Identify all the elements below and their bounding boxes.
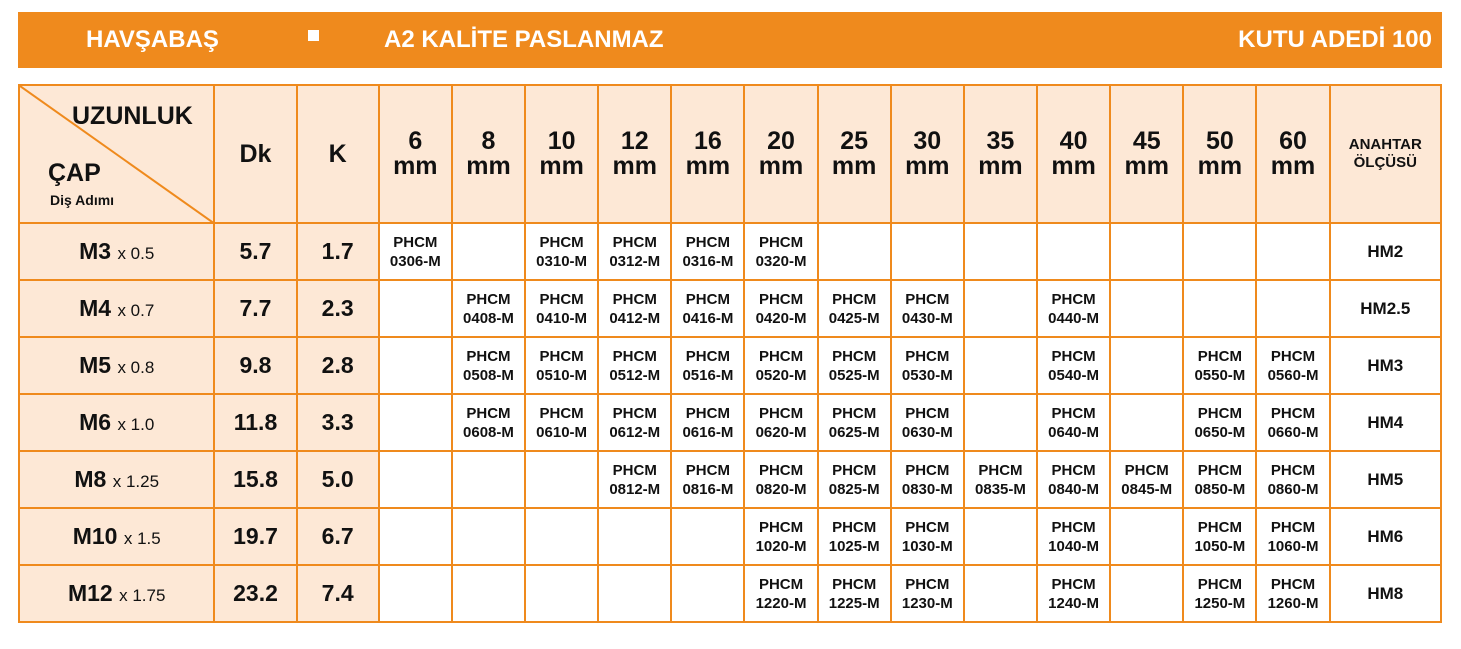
code-prefix: PHCM	[612, 404, 657, 422]
thread-pitch: x 1.5	[123, 529, 161, 548]
header-length: 35 mm	[964, 85, 1037, 223]
size-cell	[19, 223, 214, 280]
product-code-cell	[525, 394, 598, 451]
code-number: 1060-M	[1267, 537, 1319, 555]
product-code-cell	[1183, 223, 1256, 280]
product-code-cell	[379, 280, 452, 337]
table-row	[19, 394, 1441, 451]
product-code-cell	[1110, 451, 1183, 508]
key-size-value: HM8	[1330, 565, 1441, 622]
product-code-cell	[1183, 280, 1256, 337]
code-prefix: PHCM	[685, 233, 730, 251]
product-code-cell	[1037, 280, 1110, 337]
product-code-cell	[1183, 394, 1256, 451]
code-number: 0550-M	[1194, 366, 1246, 384]
product-code-cell	[452, 337, 525, 394]
code-number: 0540-M	[1048, 366, 1100, 384]
header-length: 25 mm	[818, 85, 891, 223]
header-length: 20 mm	[744, 85, 817, 223]
code-number: 0520-M	[755, 366, 807, 384]
code-number: 0825-M	[828, 480, 880, 498]
code-prefix: PHCM	[758, 575, 804, 593]
code-prefix: PHCM	[758, 290, 804, 308]
header-length: 12 mm	[598, 85, 671, 223]
thread-size: M12	[67, 580, 113, 606]
code-prefix: PHCM	[612, 461, 657, 479]
product-code-cell	[598, 565, 671, 622]
code-number: 1220-M	[755, 594, 807, 612]
code-number: 0516-M	[682, 366, 734, 384]
diameter-axis-label: ÇAP	[48, 159, 101, 187]
product-code-cell	[525, 565, 598, 622]
product-code-cell	[452, 280, 525, 337]
product-table	[18, 84, 1442, 623]
product-code-cell	[452, 223, 525, 280]
code-prefix: PHCM	[832, 575, 877, 593]
code-prefix: PHCM	[905, 575, 950, 593]
table-row	[19, 451, 1441, 508]
product-code-cell	[379, 337, 452, 394]
code-number: 1230-M	[901, 594, 953, 612]
product-code-cell	[525, 337, 598, 394]
product-code-cell	[1110, 223, 1183, 280]
code-number: 0512-M	[609, 366, 661, 384]
code-prefix: PHCM	[612, 233, 657, 251]
product-code-cell	[818, 508, 891, 565]
product-code-cell	[964, 451, 1037, 508]
code-number: 0840-M	[1048, 480, 1100, 498]
code-number: 0310-M	[536, 252, 588, 270]
code-prefix: PHCM	[1051, 518, 1096, 536]
thread-pitch: x 1.25	[112, 472, 160, 491]
table-row	[19, 565, 1441, 622]
product-code-cell	[598, 508, 671, 565]
table-row	[19, 223, 1441, 280]
table-row	[19, 508, 1441, 565]
code-prefix: PHCM	[466, 290, 511, 308]
code-prefix: PHCM	[393, 233, 438, 251]
product-code-cell	[525, 223, 598, 280]
product-code-cell	[964, 223, 1037, 280]
code-number: 0560-M	[1267, 366, 1319, 384]
product-code-cell	[964, 337, 1037, 394]
code-prefix: PHCM	[539, 347, 584, 365]
corner-header-cell	[19, 85, 214, 223]
thread-size: M4	[79, 295, 112, 321]
code-number: 0650-M	[1194, 423, 1246, 441]
code-prefix: PHCM	[685, 347, 730, 365]
dk-value: 11.8	[214, 394, 296, 451]
product-code-cell	[379, 223, 452, 280]
thread-pitch: x 1.0	[117, 415, 155, 434]
code-prefix: PHCM	[1197, 575, 1242, 593]
code-number: 0410-M	[536, 309, 588, 327]
code-prefix: PHCM	[1197, 461, 1242, 479]
product-code-cell	[744, 508, 817, 565]
code-number: 1040-M	[1048, 537, 1100, 555]
product-code-cell	[671, 394, 744, 451]
code-prefix: PHCM	[1270, 518, 1316, 536]
product-code-cell	[744, 565, 817, 622]
code-number: 0440-M	[1048, 309, 1100, 327]
product-code-cell	[1256, 394, 1329, 451]
product-code-cell	[1037, 223, 1110, 280]
code-prefix: PHCM	[1197, 518, 1242, 536]
thread-pitch: x 0.8	[117, 358, 155, 377]
product-code-cell	[1183, 451, 1256, 508]
banner-box-quantity: KUTU ADEDİ 100	[1238, 26, 1432, 53]
code-prefix: PHCM	[978, 461, 1023, 479]
code-prefix: PHCM	[1270, 404, 1316, 422]
code-prefix: PHCM	[1051, 404, 1096, 422]
code-prefix: PHCM	[832, 518, 877, 536]
code-number: 0408-M	[463, 309, 514, 327]
product-code-cell	[964, 565, 1037, 622]
code-number: 1050-M	[1194, 537, 1246, 555]
k-value: 2.3	[297, 280, 379, 337]
product-code-cell	[1037, 565, 1110, 622]
code-prefix: PHCM	[832, 461, 877, 479]
code-number: 1030-M	[901, 537, 953, 555]
banner-product-name: HAVŞABAŞ	[86, 26, 219, 53]
code-number: 0412-M	[609, 309, 661, 327]
code-number: 0320-M	[755, 252, 807, 270]
code-prefix: PHCM	[612, 347, 657, 365]
code-number: 0640-M	[1048, 423, 1100, 441]
thread-pitch: x 0.5	[117, 244, 155, 263]
code-number: 1240-M	[1048, 594, 1100, 612]
product-code-cell	[1110, 565, 1183, 622]
product-code-cell	[1037, 451, 1110, 508]
code-prefix: PHCM	[539, 290, 584, 308]
code-number: 1025-M	[828, 537, 880, 555]
size-cell	[19, 508, 214, 565]
code-prefix: PHCM	[758, 518, 804, 536]
product-code-cell	[1256, 280, 1329, 337]
header-length: 60 mm	[1256, 85, 1329, 223]
header-length: 10 mm	[525, 85, 598, 223]
product-code-cell	[452, 394, 525, 451]
product-code-cell	[452, 508, 525, 565]
key-size-value: HM6	[1330, 508, 1441, 565]
code-number: 0508-M	[463, 366, 514, 384]
code-prefix: PHCM	[1270, 461, 1316, 479]
product-code-cell	[964, 394, 1037, 451]
code-number: 0306-M	[389, 252, 441, 270]
product-code-cell	[891, 223, 964, 280]
product-code-cell	[891, 508, 964, 565]
key-size-value: HM2	[1330, 223, 1441, 280]
code-prefix: PHCM	[539, 404, 584, 422]
code-prefix: PHCM	[832, 290, 877, 308]
product-code-cell	[1183, 337, 1256, 394]
code-prefix: PHCM	[905, 404, 950, 422]
code-number: 0510-M	[536, 366, 588, 384]
code-prefix: PHCM	[758, 347, 804, 365]
header-k: K	[297, 85, 379, 223]
product-code-cell	[379, 508, 452, 565]
header-dk: Dk	[214, 85, 296, 223]
code-number: 0420-M	[755, 309, 807, 327]
code-prefix: PHCM	[905, 347, 950, 365]
product-code-cell	[891, 451, 964, 508]
key-size-value: HM4	[1330, 394, 1441, 451]
code-number: 0812-M	[609, 480, 661, 498]
product-code-cell	[598, 337, 671, 394]
product-code-cell	[1037, 394, 1110, 451]
banner-material: A2 KALİTE PASLANMAZ	[384, 26, 664, 53]
code-number: 1225-M	[828, 594, 880, 612]
product-code-cell	[671, 337, 744, 394]
product-code-cell	[1037, 508, 1110, 565]
code-prefix: PHCM	[758, 233, 804, 251]
product-code-cell	[818, 280, 891, 337]
code-prefix: PHCM	[1197, 347, 1242, 365]
code-prefix: PHCM	[466, 347, 511, 365]
title-banner	[18, 12, 1442, 68]
thread-size: M5	[79, 352, 112, 378]
header-length: 6 mm	[379, 85, 452, 223]
dk-value: 9.8	[214, 337, 296, 394]
code-number: 0845-M	[1121, 480, 1173, 498]
code-prefix: PHCM	[539, 233, 584, 251]
product-code-cell	[964, 280, 1037, 337]
product-code-cell	[1256, 508, 1329, 565]
k-value: 2.8	[297, 337, 379, 394]
code-number: 0860-M	[1267, 480, 1319, 498]
code-prefix: PHCM	[905, 461, 950, 479]
dk-value: 19.7	[214, 508, 296, 565]
product-code-cell	[452, 451, 525, 508]
code-prefix: PHCM	[1051, 290, 1096, 308]
thread-pitch-label: Diş Adımı	[50, 192, 115, 208]
code-number: 0616-M	[682, 423, 734, 441]
code-prefix: PHCM	[685, 404, 730, 422]
product-code-cell	[1110, 394, 1183, 451]
dk-value: 23.2	[214, 565, 296, 622]
product-code-cell	[598, 451, 671, 508]
header-key-size: ANAHTAR ÖLÇÜSÜ	[1330, 85, 1441, 223]
header-length: 8 mm	[452, 85, 525, 223]
product-code-cell	[891, 337, 964, 394]
code-number: 0312-M	[609, 252, 661, 270]
code-number: 0850-M	[1194, 480, 1246, 498]
thread-size: M3	[79, 238, 112, 264]
key-size-value: HM2.5	[1330, 280, 1441, 337]
thread-size: M8	[74, 466, 107, 492]
code-prefix: PHCM	[832, 404, 877, 422]
product-code-cell	[818, 451, 891, 508]
product-code-cell	[1256, 565, 1329, 622]
product-code-cell	[1037, 337, 1110, 394]
key-size-value: HM5	[1330, 451, 1441, 508]
code-number: 0610-M	[536, 423, 588, 441]
header-length: 50 mm	[1183, 85, 1256, 223]
code-prefix: PHCM	[758, 404, 804, 422]
code-prefix: PHCM	[1270, 575, 1316, 593]
code-prefix: PHCM	[612, 290, 657, 308]
thread-size: M10	[72, 523, 118, 549]
product-code-cell	[525, 451, 598, 508]
code-number: 1260-M	[1267, 594, 1319, 612]
code-prefix: PHCM	[1051, 461, 1096, 479]
product-code-cell	[891, 565, 964, 622]
product-code-cell	[598, 280, 671, 337]
code-number: 0416-M	[682, 309, 734, 327]
header-length: 30 mm	[891, 85, 964, 223]
code-number: 0425-M	[828, 309, 880, 327]
product-code-cell	[525, 280, 598, 337]
product-code-cell	[964, 508, 1037, 565]
code-prefix: PHCM	[905, 518, 950, 536]
product-code-cell	[744, 223, 817, 280]
k-value: 3.3	[297, 394, 379, 451]
code-prefix: PHCM	[1051, 575, 1096, 593]
code-number: 1250-M	[1194, 594, 1246, 612]
code-number: 0525-M	[828, 366, 880, 384]
k-value: 1.7	[297, 223, 379, 280]
table-row	[19, 280, 1441, 337]
product-code-cell	[744, 451, 817, 508]
product-code-cell	[1256, 223, 1329, 280]
code-prefix: PHCM	[1124, 461, 1169, 479]
k-value: 7.4	[297, 565, 379, 622]
code-number: 0630-M	[901, 423, 953, 441]
code-number: 0316-M	[682, 252, 734, 270]
product-code-cell	[744, 280, 817, 337]
code-number: 1020-M	[755, 537, 807, 555]
product-code-cell	[525, 508, 598, 565]
code-number: 0620-M	[755, 423, 807, 441]
thread-size: M6	[79, 409, 112, 435]
size-cell	[19, 280, 214, 337]
code-number: 0816-M	[682, 480, 734, 498]
code-number: 0835-M	[975, 480, 1026, 498]
length-axis-label: UZUNLUK	[72, 102, 193, 130]
product-code-cell	[818, 337, 891, 394]
dk-value: 5.7	[214, 223, 296, 280]
header-length: 16 mm	[671, 85, 744, 223]
product-code-cell	[671, 508, 744, 565]
thread-pitch: x 0.7	[117, 301, 155, 320]
product-code-cell	[598, 394, 671, 451]
code-number: 0530-M	[901, 366, 953, 384]
product-code-cell	[818, 565, 891, 622]
code-number: 0660-M	[1267, 423, 1319, 441]
code-prefix: PHCM	[685, 290, 730, 308]
product-code-cell	[744, 337, 817, 394]
table-body	[19, 223, 1441, 622]
size-cell	[19, 337, 214, 394]
table-row	[19, 337, 1441, 394]
product-code-cell	[1110, 508, 1183, 565]
header-length: 45 mm	[1110, 85, 1183, 223]
product-code-cell	[818, 223, 891, 280]
code-prefix: PHCM	[832, 347, 877, 365]
k-value: 5.0	[297, 451, 379, 508]
product-code-cell	[598, 223, 671, 280]
product-code-cell	[891, 280, 964, 337]
code-number: 0625-M	[828, 423, 880, 441]
product-code-cell	[671, 565, 744, 622]
code-prefix: PHCM	[758, 461, 804, 479]
code-prefix: PHCM	[685, 461, 730, 479]
header-length: 40 mm	[1037, 85, 1110, 223]
size-cell	[19, 394, 214, 451]
code-prefix: PHCM	[905, 290, 950, 308]
thread-pitch: x 1.75	[119, 586, 166, 605]
square-bullet-icon	[308, 30, 319, 41]
product-code-cell	[1256, 451, 1329, 508]
product-code-cell	[1110, 337, 1183, 394]
dk-value: 7.7	[214, 280, 296, 337]
product-code-cell	[891, 394, 964, 451]
product-code-cell	[1256, 337, 1329, 394]
k-value: 6.7	[297, 508, 379, 565]
product-code-cell	[452, 565, 525, 622]
header-row	[19, 85, 1441, 223]
code-prefix: PHCM	[1197, 404, 1242, 422]
product-code-cell	[1183, 508, 1256, 565]
product-code-cell	[818, 394, 891, 451]
product-code-cell	[379, 394, 452, 451]
product-code-cell	[379, 451, 452, 508]
code-number: 0830-M	[901, 480, 953, 498]
product-code-cell	[671, 223, 744, 280]
product-code-cell	[671, 451, 744, 508]
key-size-value: HM3	[1330, 337, 1441, 394]
size-cell	[19, 451, 214, 508]
product-code-cell	[1110, 280, 1183, 337]
size-cell	[19, 565, 214, 622]
code-number: 0608-M	[463, 423, 514, 441]
product-code-cell	[671, 280, 744, 337]
dk-value: 15.8	[214, 451, 296, 508]
code-prefix: PHCM	[1051, 347, 1096, 365]
code-number: 0430-M	[901, 309, 953, 327]
code-prefix: PHCM	[466, 404, 511, 422]
product-code-cell	[379, 565, 452, 622]
code-prefix: PHCM	[1270, 347, 1316, 365]
product-code-cell	[1183, 565, 1256, 622]
product-code-cell	[744, 394, 817, 451]
code-number: 0820-M	[755, 480, 807, 498]
code-number: 0612-M	[609, 423, 661, 441]
